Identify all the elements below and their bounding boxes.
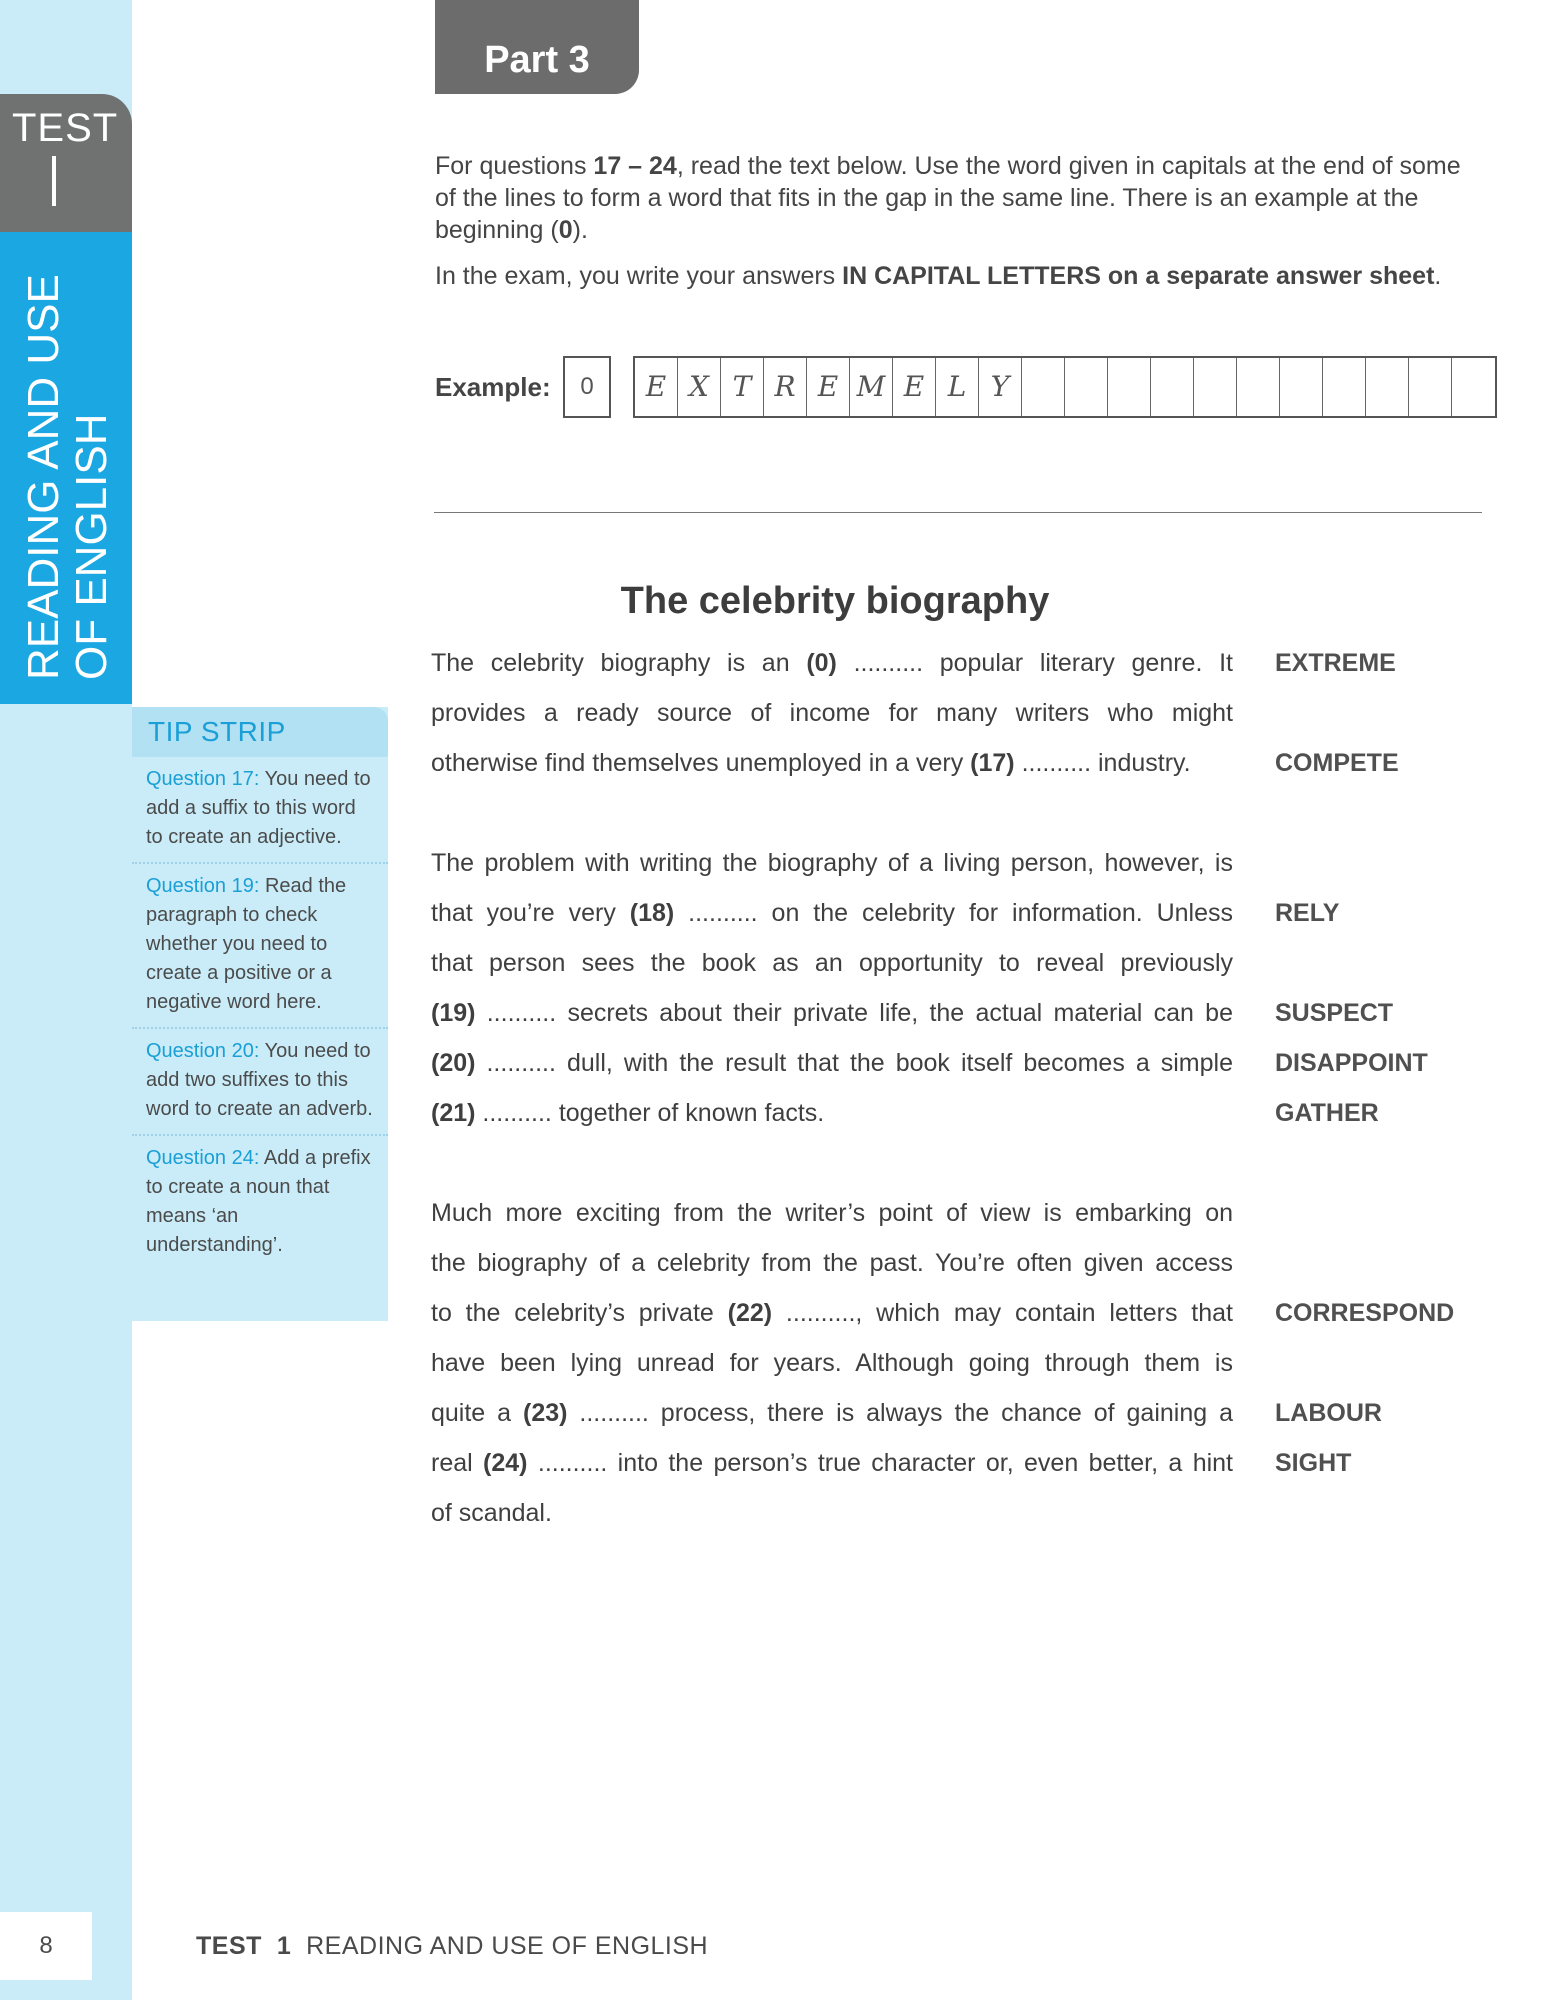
- example-letter-box: [1022, 358, 1065, 416]
- footer: TEST 1 READING AND USE OF ENGLISH: [196, 1932, 709, 1960]
- keyword: CORRESPOND: [1275, 1299, 1455, 1327]
- text-line: (19) .......... secrets about their private life, the actual material can be: [431, 999, 1233, 1027]
- text-title: The celebrity biography: [620, 580, 1050, 622]
- text-line: real (24) .......... into the person’s true character or, even better, a hint: [431, 1449, 1233, 1477]
- test-number-one: [52, 156, 56, 206]
- keyword: RELY: [1275, 899, 1340, 927]
- example-letter-box: Y: [979, 358, 1022, 416]
- keyword: SIGHT: [1275, 1449, 1352, 1477]
- example-label: Example:: [435, 372, 551, 402]
- instructions-paragraph-1: For questions 17 – 24, read the text below. Use the word given in capitals at the end of some of the lines to form a word that fits in the gap in the same line. There is an example at the beginning (0).: [435, 152, 1461, 244]
- example-letter-box: [1194, 358, 1237, 416]
- example-letter-box: T: [721, 358, 764, 416]
- text-line: (20) .......... dull, with the result that the book itself becomes a simple: [431, 1049, 1233, 1077]
- text-line: to the celebrity’s private (22) .........., which may contain letters that: [431, 1299, 1233, 1327]
- text-line: have been lying unread for years. Although going through them is: [431, 1349, 1233, 1377]
- section-title-vertical: READING AND USE OF ENGLISH: [19, 274, 116, 680]
- text-line: The celebrity biography is an (0) .......... popular literary genre. It: [431, 649, 1233, 677]
- example-letter-box: [1409, 358, 1452, 416]
- example-letter-box: [1452, 358, 1495, 416]
- keyword: SUSPECT: [1275, 999, 1394, 1027]
- gap-number: (22): [727, 1299, 773, 1327]
- gap-number: (0): [806, 649, 837, 677]
- gap-number: (24): [483, 1449, 528, 1477]
- part-label: Part 3: [435, 0, 639, 94]
- example-letter-box: [1065, 358, 1108, 416]
- gap-number: (20): [431, 1049, 476, 1077]
- example-letter-box: E: [635, 358, 678, 416]
- text-line: (21) .......... together of known facts.: [431, 1099, 825, 1127]
- text-line: The problem with writing the biography of a living person, however, is: [431, 849, 1233, 877]
- example-letter-box: E: [893, 358, 936, 416]
- instructions-paragraph-2: In the exam, you write your answers IN CAPITAL LETTERS on a separate answer sheet.: [435, 262, 1442, 290]
- example-letter-box: [1151, 358, 1194, 416]
- page-number: 8: [0, 1912, 92, 1980]
- gap-number: (19): [431, 999, 476, 1027]
- example-letter-box: R: [764, 358, 807, 416]
- text-line: the biography of a celebrity from the past. You’re often given access: [431, 1249, 1233, 1277]
- text-line: Much more exciting from the writer’s point of view is embarking on: [431, 1199, 1233, 1227]
- test-tab: [0, 94, 132, 232]
- gap-number: (23): [523, 1399, 568, 1427]
- example-letter-box: [1280, 358, 1323, 416]
- text-line: quite a (23) .......... process, there is always the chance of gaining a: [431, 1399, 1233, 1427]
- tip-item: Question 19: Read the paragraph to check whether you need to create a positive or a negative word here.: [132, 864, 388, 1029]
- keyword: DISAPPOINT: [1275, 1049, 1428, 1077]
- tip-strip-heading: TIP STRIP: [132, 707, 388, 757]
- example-letter-box: [1323, 358, 1366, 416]
- gap-number: (17): [970, 749, 1015, 777]
- example-letter-box: [1237, 358, 1280, 416]
- text-line: provides a ready source of income for many writers who might: [431, 699, 1233, 727]
- keyword: GATHER: [1275, 1099, 1379, 1127]
- keyword: LABOUR: [1275, 1399, 1382, 1427]
- divider: [434, 512, 1482, 513]
- keyword: COMPETE: [1275, 749, 1399, 777]
- keyword: EXTREME: [1275, 649, 1396, 677]
- text-line: of scandal.: [431, 1499, 552, 1527]
- test-label: TEST: [12, 106, 119, 150]
- example-letter-box: M: [850, 358, 893, 416]
- example-letter-box: L: [936, 358, 979, 416]
- tip-item: Question 20: You need to add two suffixes to this word to create an adverb.: [132, 1029, 388, 1136]
- example-letter-box: X: [678, 358, 721, 416]
- example-letter-box: [1108, 358, 1151, 416]
- text-line: that you’re very (18) .......... on the celebrity for information. Unless: [431, 899, 1234, 927]
- tip-item: Question 17: You need to add a suffix to this word to create an adjective.: [132, 757, 388, 864]
- gap-number: (21): [431, 1099, 476, 1127]
- tip-item: Question 24: Add a prefix to create a noun that means ‘an understanding’.: [146, 1147, 371, 1256]
- gap-number: (18): [629, 899, 675, 927]
- text-line: otherwise find themselves unemployed in a very (17) .......... industry.: [431, 749, 1191, 777]
- tip-strip: [132, 707, 388, 1321]
- example-answer-boxes: [633, 356, 1497, 418]
- example-letter-box: [1366, 358, 1409, 416]
- example-letter-box: E: [807, 358, 850, 416]
- text-line: that person sees the book as an opportunity to reveal previously: [431, 949, 1233, 977]
- example-number-box: 0: [563, 356, 611, 418]
